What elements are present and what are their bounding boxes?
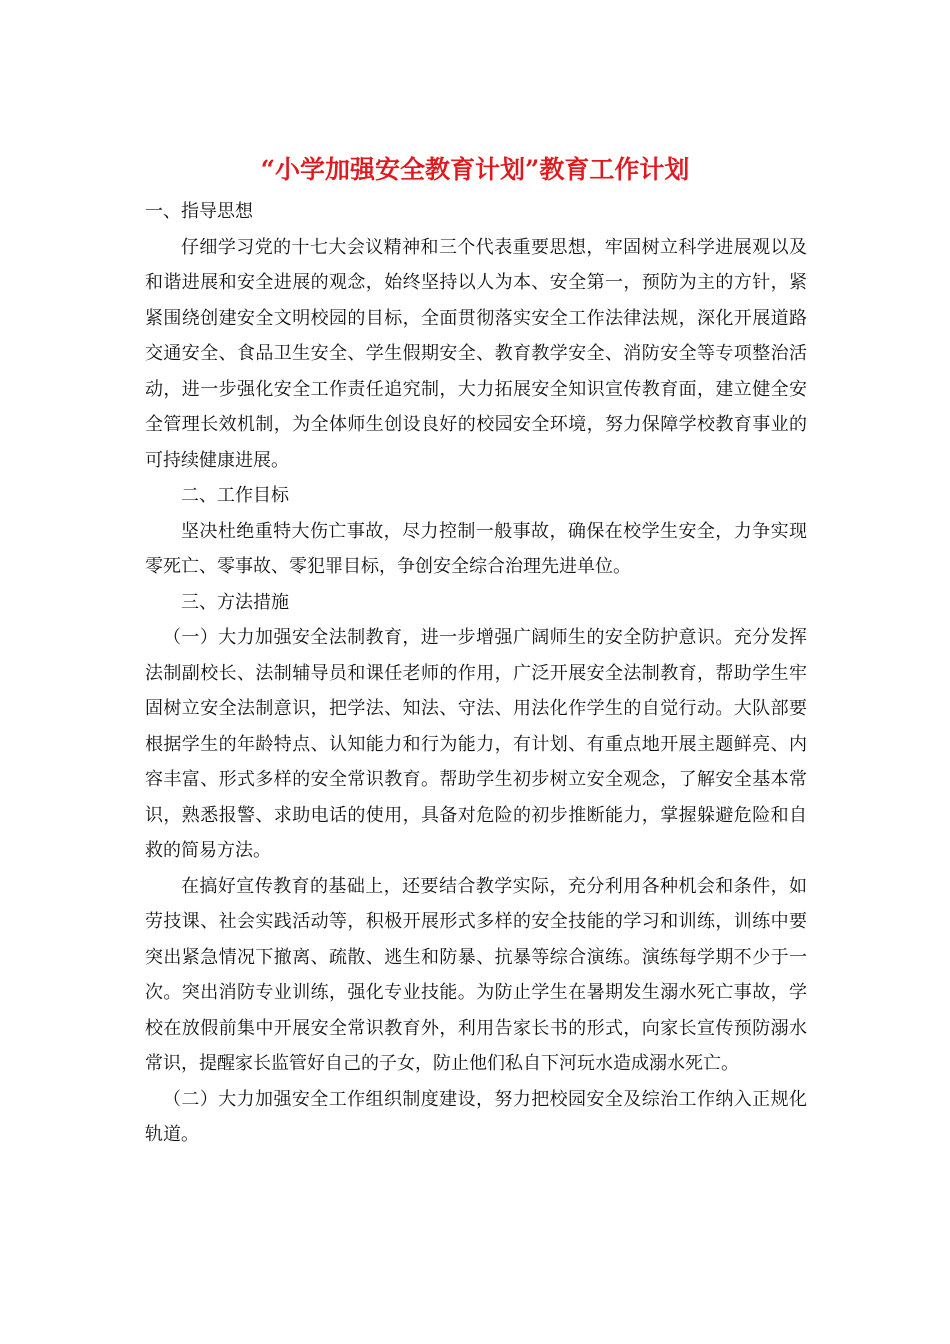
section-heading-work-goals: 二、工作目标	[181, 485, 289, 506]
paragraph-method-1: （一）大力加强安全法制教育，进一步增强广阔师生的安全防护意识。充分发挥法制副校长、法制辅导员和课任老师的作用，广泛开展安全法制教育，帮助学生牢固树立安全法制意识，把学法、知法、守法、用法化作学生的自觉行动。大队部要根据学生的年龄特点、认知能力和行为能力，有计划、有重点地开展主题鲜亮、内容丰富、形式多样的安全常识教育。帮助学生初步树立安全观念，了解安全基本常识，熟悉报警、求助电话的使用，具备对危险的初步推断能力，掌握躲避危险和自救的简易方法。	[145, 627, 807, 861]
section-heading-methods: 三、方法措施	[181, 591, 289, 613]
paragraph-guiding-ideology: 仔细学习党的十七大会议精神和三个代表重要思想，牢固树立科学进展观以及和谐进展和安全进展的观念，始终坚持以人为本、安全第一，预防为主的方针，紧紧围绕创建安全文明校园的目标，全面贯彻落实安全工作法律法规，深化开展道路交通安全、食品卫生安全、学生假期安全、教育教学安全、消防安全等专项整治活动，进一步强化安全工作责任追究制，大力拓展安全知识宣传教育面，建立健全安全管理长效机制，为全体师生创设良好的校园安全环境，努力保障学校教育事业的可持续健康进展。	[145, 236, 807, 471]
paragraph-method-1-continued: 在搞好宣传教育的基础上，还要结合教学实际，充分利用各种机会和条件，如劳技课、社会实践活动等，积极开展形式多样的安全技能的学习和训练，训练中要突出紧急情况下撤离、疏散、逃生和防暴、抗暴等综合演练。演练每学期不少于一次。突出消防专业训练，强化专业技能。为防止学生在暑期发生溺水死亡事故，学校在放假前集中开展安全常识教育外，利用告家长书的形式，向家长宣传预防溺水常识，提醒家长监管好自己的子女，防止他们私自下河玩水造成溺水死亡。	[145, 875, 807, 1074]
paragraph-work-goals: 坚决杜绝重特大伤亡事故，尽力控制一般事故，确保在校学生安全，力争实现零死亡、零事故、零犯罪目标，争创安全综合治理先进单位。	[145, 520, 807, 577]
paragraph-method-2: （二）大力加强安全工作组织制度建设，努力把校园安全及综治工作纳入正规化轨道。	[145, 1088, 807, 1145]
section-heading-guiding-ideology: 一、指导思想	[145, 201, 253, 222]
document-body	[145, 194, 807, 1153]
document-title: “小学加强安全教育计划”教育工作计划	[260, 155, 690, 184]
